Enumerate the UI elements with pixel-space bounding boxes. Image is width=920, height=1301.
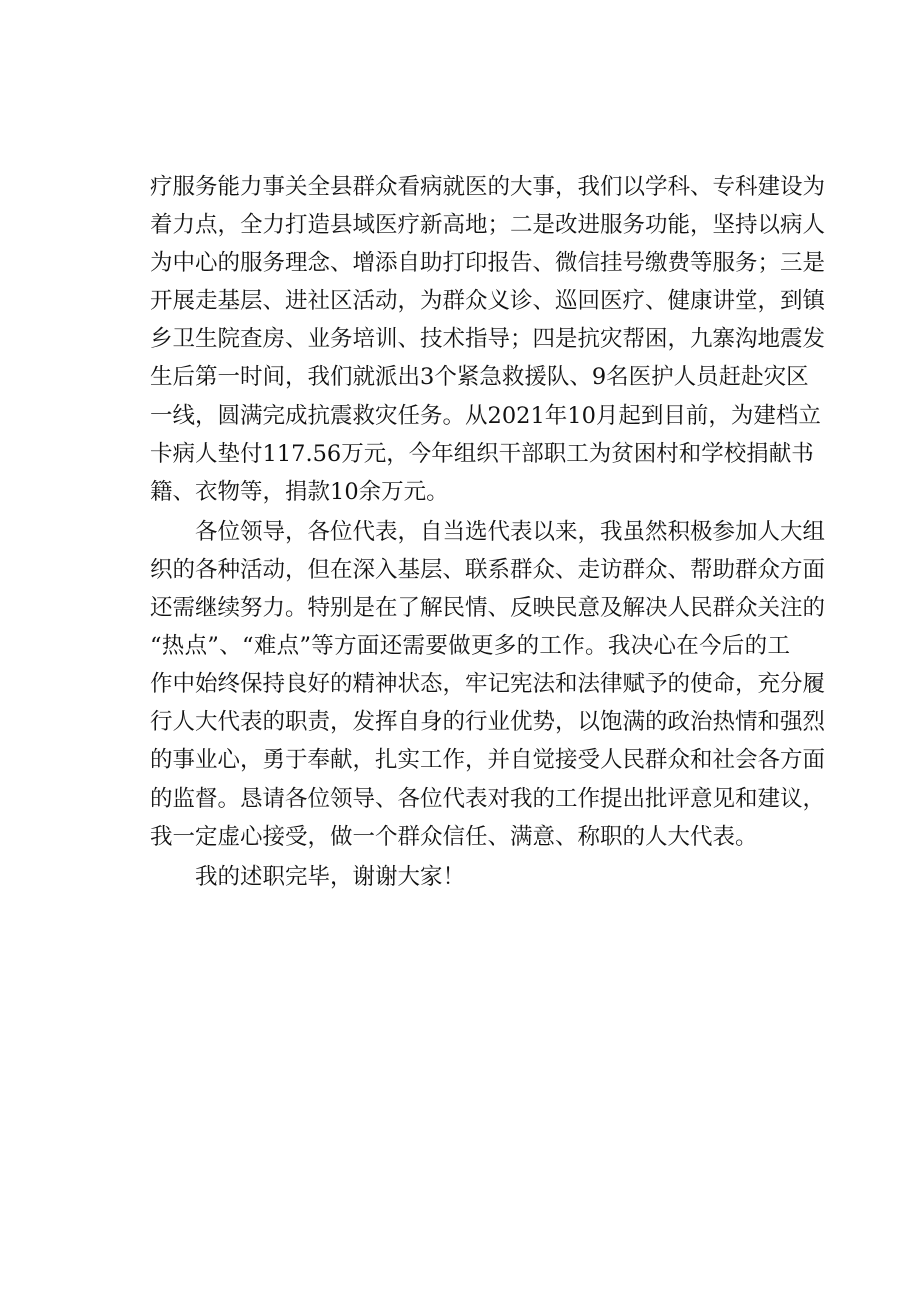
document-body xyxy=(150,168,826,896)
text-line: 着力点，全力打造县域医疗新高地；二是改进服务功能，坚持以病人 xyxy=(150,212,826,239)
text-line: 为中心的服务理念、增添自助打印报告、微信挂号缴费等服务；三是 xyxy=(150,250,826,277)
paragraph-2 xyxy=(150,513,826,856)
text-line: 作中始终保持良好的精神状态，牢记宪法和法律赋予的使命，充分履 xyxy=(150,671,826,698)
paragraph-1 xyxy=(150,168,826,511)
text-line: 还需继续努力。特别是在了解民情、反映民意及解决人民群众关注的 xyxy=(150,595,826,622)
text-line: 我一定虚心接受，做一个群众信任、满意、称职的人大代表。 xyxy=(150,823,758,850)
paragraph-3 xyxy=(150,858,790,896)
text-line: 开展走基层、进社区活动，为群众义诊、巡回医疗、健康讲堂，到镇 xyxy=(150,288,826,315)
text-line: 卡病人垫付117.56万元，今年组织干部职工为贫困村和学校捐献书 xyxy=(150,440,814,467)
text-line: 各位领导，各位代表，自当选代表以来，我虽然积极参加人大组 xyxy=(195,518,826,545)
text-line: 一线，圆满完成抗震救灾任务。从2021年10月起到目前，为建档立 xyxy=(150,402,821,429)
text-line: 织的各种活动，但在深入基层、联系群众、走访群众、帮助群众方面 xyxy=(150,556,826,583)
text-line: 疗服务能力事关全县群众看病就医的大事，我们以学科、专科建设为 xyxy=(150,174,826,200)
text-line: 籍、衣物等，捐款10余万元。 xyxy=(150,478,449,505)
text-line: 的事业心，勇于奉献，扎实工作，并自觉接受人民群众和社会各方面 xyxy=(150,747,826,774)
text-line: 我的述职完毕，谢谢大家！ xyxy=(195,863,466,890)
text-line: “热点”、“难点”等方面还需要做更多的工作。我决心在今后的工 xyxy=(150,633,790,660)
text-line: 生后第一时间，我们就派出3个紧急救援队、9名医护人员赶赴灾区 xyxy=(150,364,809,391)
text-line: 的监督。恳请各位领导、各位代表对我的工作提出批评意见和建议， xyxy=(150,785,826,812)
text-line: 乡卫生院查房、业务培训、技术指导；四是抗灾帮困，九寨沟地震发 xyxy=(150,326,826,353)
text-line: 行人大代表的职责，发挥自身的行业优势，以饱满的政治热情和强烈 xyxy=(150,709,826,736)
